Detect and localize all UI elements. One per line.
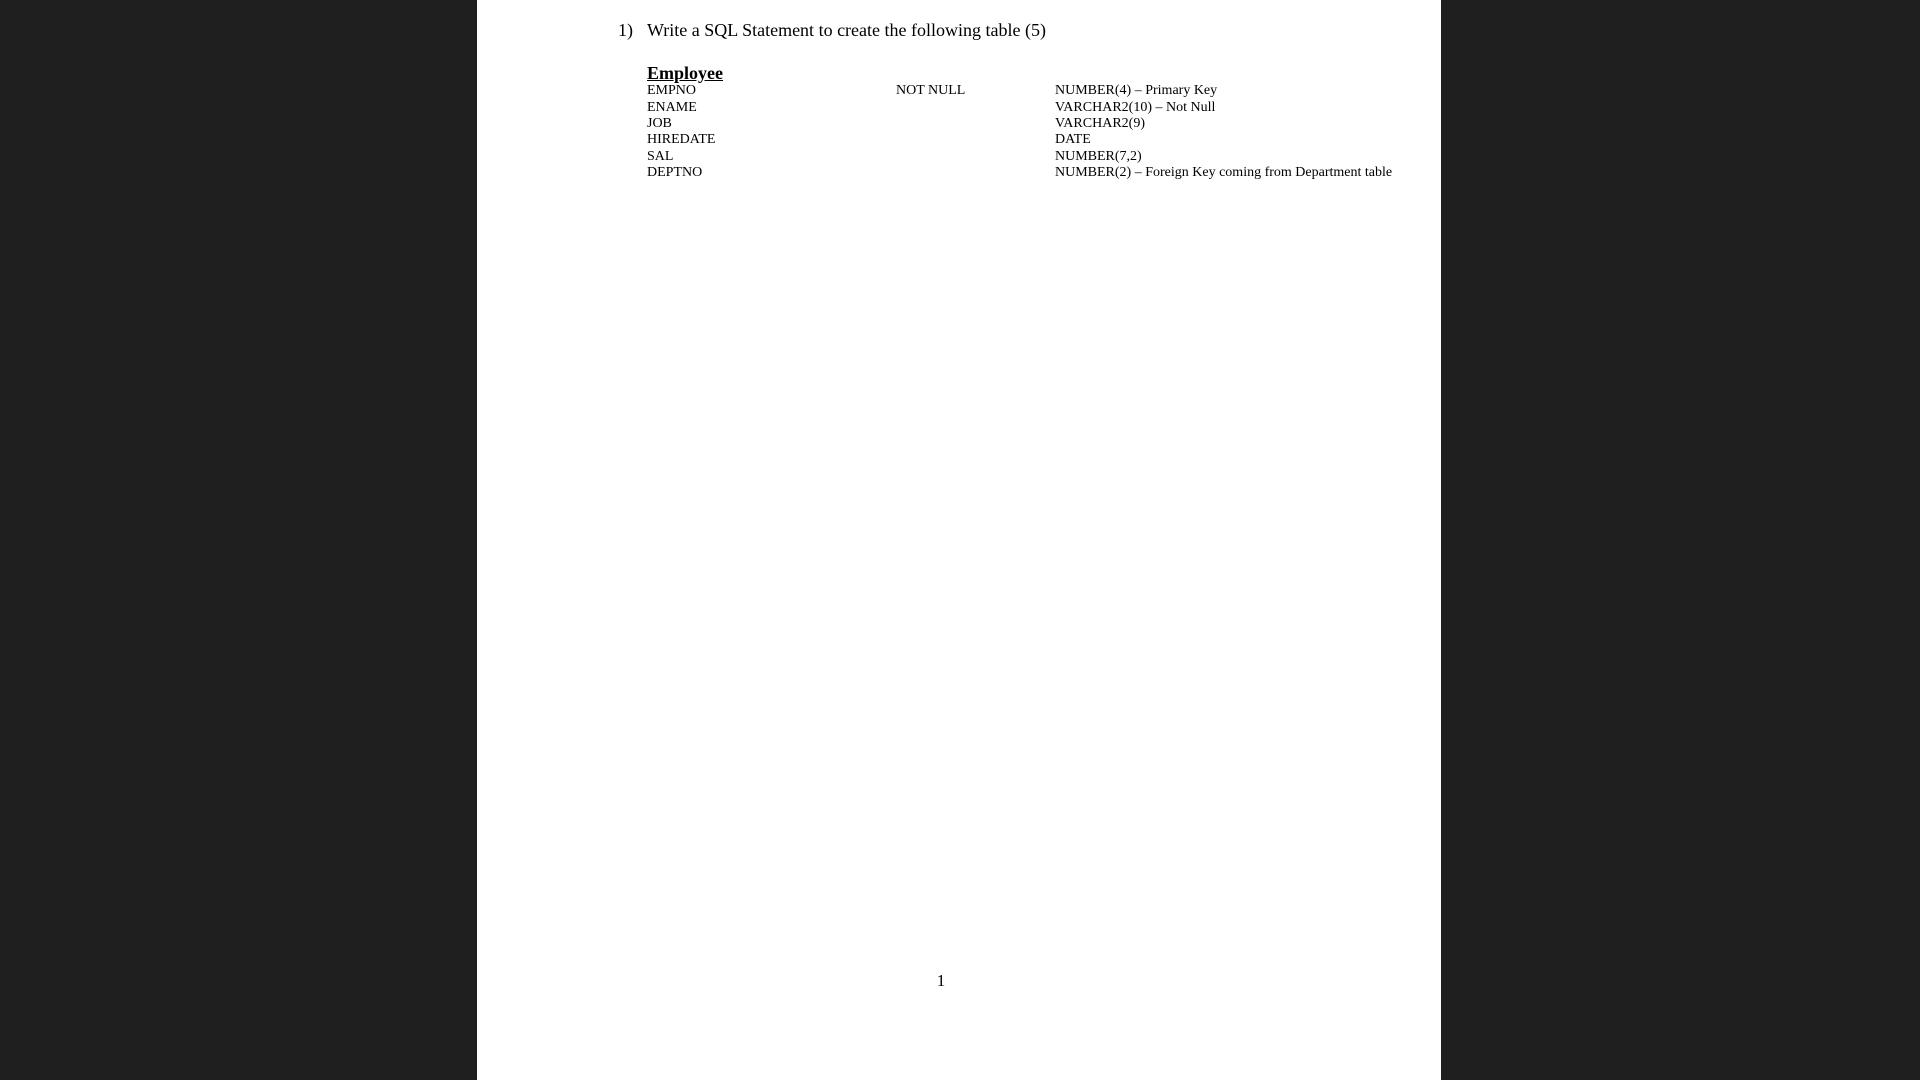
question-text: Write a SQL Statement to create the following table (5) (647, 20, 1046, 40)
field-name: JOB (647, 116, 672, 131)
field-type: NUMBER(7,2) (1055, 149, 1142, 164)
document-page (477, 0, 1441, 1080)
field-name: EMPNO (647, 83, 697, 98)
field-type: VARCHAR2(9) (1055, 116, 1145, 131)
page-number: 1 (936, 971, 946, 990)
field-name: HIREDATE (647, 132, 716, 147)
field-type: NUMBER(2) – Foreign Key coming from Department table (1055, 165, 1393, 180)
field-type: VARCHAR2(10) – Not Null (1055, 100, 1216, 115)
table-title: Employee (647, 63, 723, 83)
field-name: SAL (647, 149, 674, 164)
field-name: ENAME (647, 100, 697, 115)
field-constraint: NOT NULL (896, 83, 966, 98)
field-type: NUMBER(4) – Primary Key (1055, 83, 1218, 98)
question-number: 1) (618, 20, 633, 40)
field-type: DATE (1055, 132, 1091, 147)
field-name: DEPTNO (647, 165, 703, 180)
